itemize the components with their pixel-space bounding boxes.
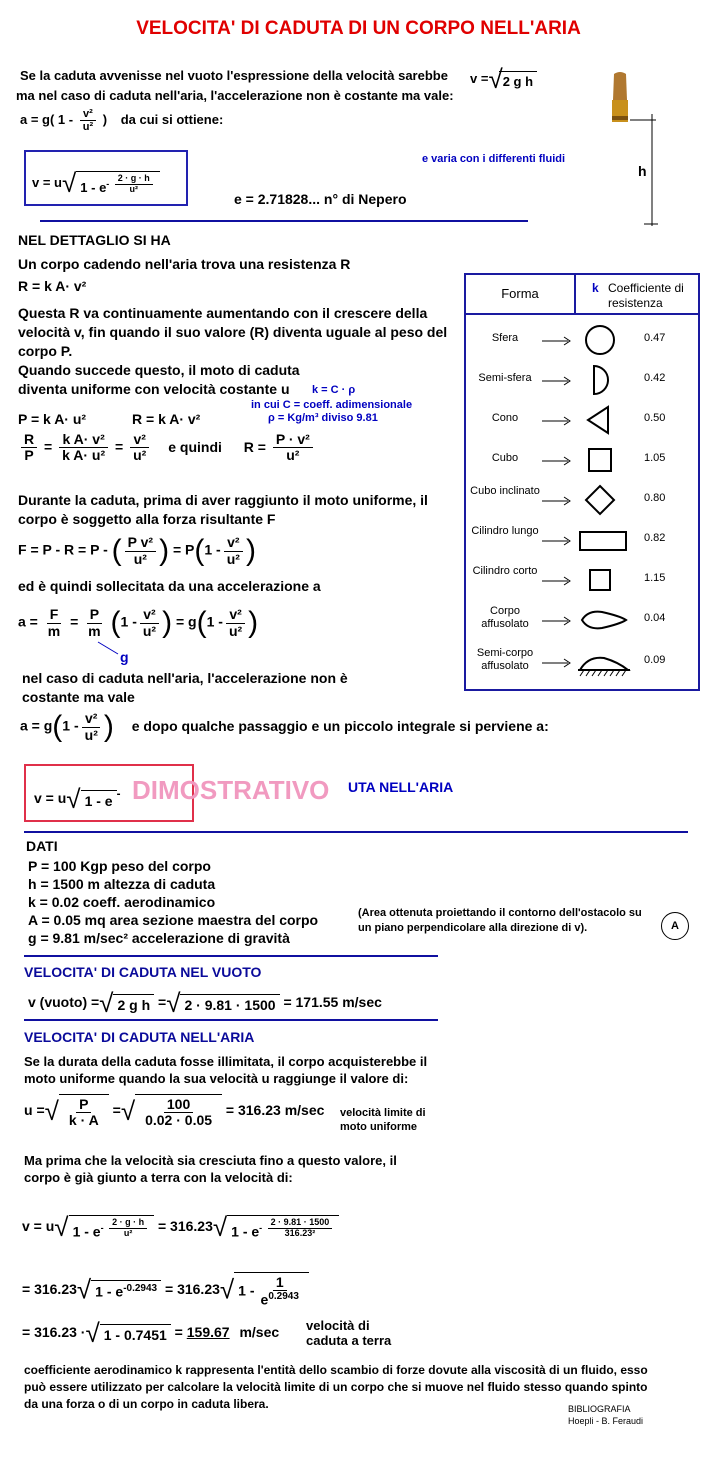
arrow-right-icon [540,455,574,467]
detail-p2: Questa R va continuamente aumentando con il crescere della velocità v, fin quando il suo valore (R) diventa uguale al peso del corpo P. [18,305,448,359]
intro-line2: ma nel caso di caduta nell'aria, l'accelerazione non è costante ma vale: [16,88,454,103]
aria-heading: VELOCITA' DI CADUTA NELL'ARIA [24,1029,255,1045]
shape-label: Cilindro corto [472,565,538,577]
aria-p2: Ma prima che la velocità sia cresciuta fino a questo valore, il corpo è già giunto a terra con la velocità di: [24,1153,397,1185]
biblio-source: Hoepli - B. Feraudi [568,1416,644,1426]
teardrop-icon [578,604,632,636]
dati-heading: DATI [26,838,58,854]
half-circle-icon [578,364,632,396]
triangle-icon [578,404,632,436]
header-forma: Forma [501,286,539,301]
u-formula: u =√ $\frac{P}{k \cdot A}$ =√ $\frac{100}{0.02 \cdot 0.05}$ = 316.23 m/sec [24,1095,325,1129]
shape-coefficient: 0.50 [644,412,666,424]
detail-p1: Un corpo cadendo nell'aria trova una resistenza R [18,256,351,272]
bullet-icon [612,72,628,122]
detail-p5: ed è quindi sollecitata da una accelerazione a [18,578,321,594]
shape-coefficient: 0.47 [644,332,666,344]
circle-icon [578,324,632,356]
shape-coefficient: 0.04 [644,612,666,624]
p-eq: P = k A· u² [18,411,87,427]
circle-a-badge: A [661,912,689,940]
shape-coefficient: 0.42 [644,372,666,384]
intro-a-formula: a = g( 1 - $\frac{\text{v²}}{\text{u²}}$ ) da cui si ottiene: [20,108,224,134]
biblio-title: BIBLIOGRAFIA [568,1404,631,1414]
divider-3 [24,955,438,957]
shape-coefficient: 1.05 [644,452,666,464]
k-note2: ρ = Kg/m³ diviso 9.81 [268,412,378,424]
vuoto-formula: v (vuoto) =√ 2 g h =√ 2 · 9.81 · 1500 = 171.55 m/sec [28,988,382,1018]
shape-coefficient: 0.82 [644,532,666,544]
detail-p4: Durante la caduta, prima di aver raggiunto il moto uniforme, il corpo è soggetto alla forza risultante F [18,492,428,527]
arrow-right-icon [540,657,574,669]
detail-p6: nel caso di caduta nell'aria, l'accelerazione non è costante ma vale [22,670,348,705]
shape-label: Sfera [491,332,519,344]
shape-label: Cubo [491,452,519,464]
footer-note: coefficiente aerodinamico k rappresenta l'entità dello scambio di forze dovute alla viscosità di un fluido, esso può essere utilizzato per calcolare la velocità limite di un corpo che si muove nel fluido stesso quando spinto da una forza o di un corpo in caduta libera. [24,1363,648,1411]
shape-label: Cilindro lungo [471,525,539,537]
dati-line: A = 0.05 mq area sezione maestra del corpo [28,912,319,928]
accel-formula-2: a = g(1 - $\frac{\text{v²}}{\text{u²}}$ ) e dopo qualche passaggio e un piccolo integrale si perviene a: [20,710,549,743]
detail-r-eq: R = k A· v² [18,278,87,294]
final-formula-box: v = u√ 1 - e - [24,764,194,822]
arrow-right-icon [540,335,574,347]
diamond-icon [578,484,632,516]
ratio-formula: $\frac{R}{P}$ = $\frac{\text{k A· v²}}{\text{k A· u²}}$ = $\frac{\text{v²}}{\text{u²}}$ e quindi R = $\frac{\text{P · v²}}{\text{u²}}$ [18,432,316,464]
shape-coefficient: 0.09 [644,654,666,666]
ground-note: velocità di caduta a terra [306,1318,392,1348]
dati-line: h = 1500 m altezza di caduta [28,876,216,892]
dati-line: g = 9.81 m/sec² accelerazione di gravità [28,930,290,946]
short-square-icon [578,564,632,596]
page-title: VELOCITA' DI CADUTA DI UN CORPO NELL'ARIA [136,18,581,39]
v-formula-2: = 316.23√ $1 - e^{-0.2943} = 316.23√$ 1 - $\frac{1}{e^{0.2943}}$ [22,1272,309,1308]
v-formula-1: v = u√ $1 - e^{- \frac{2 \cdot g \cdot h}{\text{u²}}}$ = 316.23√ $1 - e^{- \frac{2 \cdot 9.81 \cdot 1500}{\text{316.23²}}}$ [22,1212,339,1243]
half-teardrop-icon [578,646,632,678]
long-rect-icon [578,524,632,556]
force-formula: F = P - R = P - ( $\frac{\text{P v²}}{\text{u²}}$ ) = P(1 - $\frac{\text{v²}}{\text{u²}}$ ) [18,534,256,567]
watermark: DIMOSTRATIVO [132,775,330,805]
shape-label: Cono [491,412,519,424]
header-k: k [592,281,599,295]
r-eq2: R = k A· v² [132,411,201,427]
bullet-height-figure [600,70,660,230]
shape-label: Corpo affusolato [481,605,529,631]
square-icon [578,444,632,476]
watermark-tail: UTA NELL'ARIA [348,779,454,795]
vuoto-heading: VELOCITA' DI CADUTA NEL VUOTO [24,964,262,980]
dati-list [28,857,318,947]
varia-note: e varia con i differenti fluidi [422,153,566,165]
shape-coefficient: 0.80 [644,492,666,504]
arrow-right-icon [540,575,574,587]
final-velocity: 159.67 [186,1324,230,1341]
intro-line1: Se la caduta avvenisse nel vuoto l'espressione della velocità sarebbe [20,68,448,83]
shape-label: Semi-sfera [478,372,532,384]
height-label: h [638,163,647,179]
divider-4 [24,1019,438,1021]
arrow-right-icon [540,495,574,507]
arrow-right-icon [540,615,574,627]
v-formula-3: = 316.23 ·√ 1 - 0.7451 = 159.67 m/sec [22,1318,280,1348]
arrow-right-icon [540,375,574,387]
g-note: g [120,649,129,665]
k-note1: in cui C = coeff. adimensionale [251,399,413,411]
arrow-right-icon [540,535,574,547]
header-coeff: Coefficiente di resistenza [608,281,684,310]
shape-label: Cubo inclinato [470,485,540,497]
dati-line: P = 100 Kgp peso del corpo [28,858,211,874]
shape-label: Semi-corpo affusolato [476,647,534,673]
divider-2 [24,831,688,833]
limit-note: velocità limite di moto uniforme [340,1107,426,1133]
detail-heading: NEL DETTAGLIO SI HA [18,232,171,248]
area-note: (Area ottenuta proiettando il contorno dell'ostacolo su un piano perpendicolare alla direzione di v). [358,907,642,934]
intro-v-vuoto: v =√2 g h [470,64,537,95]
k-eq: k = C · ρ [312,384,356,396]
shape-coefficient: 1.15 [644,572,666,584]
dati-line: k = 0.02 coeff. aerodinamico [28,894,216,910]
nepero-note: e = 2.71828... n° di Nepero [234,191,407,207]
formula-box: v = u√ $1 - e^{- \frac{2 \cdot g \cdot h}{\text{u²}}}$ [24,150,188,206]
divider-1 [40,220,528,222]
arrow-right-icon [540,415,574,427]
shapes-table [464,273,700,691]
accel-formula: a = $\frac{F}{m}$ = $\frac{P}{m}$ (1 - $\frac{\text{v²}}{\text{u²}}$ ) = g(1 - $\frac{\text{v²}}{\text{u²}}$ ) [18,606,259,639]
aria-p1: Se la durata della caduta fosse illimitata, il corpo acquisterebbe il moto uniforme quando la sua velocità u raggiunge il valore di: [24,1054,428,1086]
detail-p3: Quando succede questo, il moto di caduta diventa uniforme con velocità costante u [18,362,300,397]
